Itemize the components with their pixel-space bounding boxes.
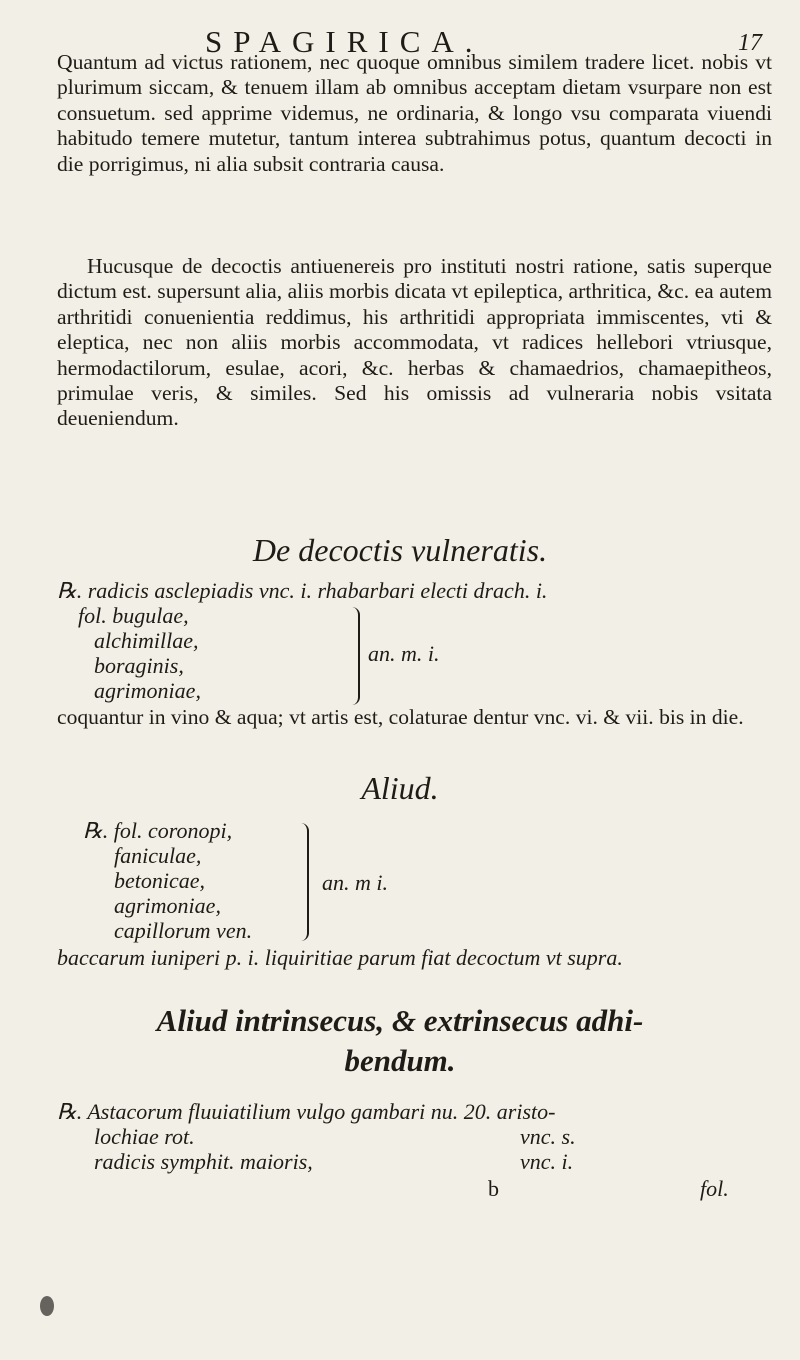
- quantity: vnc. i.: [520, 1149, 574, 1174]
- section-heading-vulneratis: De decoctis vulneratis.: [252, 532, 548, 568]
- recipe-line: ℞. radicis asclepiadis vnc. i. rhabarbari electi drach. i.: [57, 578, 548, 603]
- section-heading-intrinsecus: Aliud intrinsecus, & extrinsecus adhi-: [156, 1003, 644, 1038]
- ingredient: lochiae rot.: [94, 1124, 195, 1149]
- ingredient: radicis symphit. maioris,: [94, 1149, 313, 1174]
- catchword: fol.: [700, 1176, 729, 1201]
- quantity: vnc. s.: [520, 1124, 576, 1149]
- dose-label: an. m i.: [322, 870, 388, 895]
- ingredient: capillorum ven.: [114, 918, 253, 943]
- ingredient: betonicae,: [114, 868, 206, 893]
- instruction-text: coquantur in vino & aqua; vt artis est, colaturae dentur vnc. vi. & vii. bis in die.: [57, 705, 744, 729]
- dose-label: an. m. i.: [368, 641, 440, 666]
- ingredient: agrimoniae,: [114, 893, 221, 918]
- brace: [297, 823, 309, 941]
- paragraph-hucusque: Hucusque de decoctis antiuenereis pro instituti nostri ratione, satis superque dictum est. supersunt alia, aliis morbis dicata vt epileptica, arthritica, &c. ea autem arthritidi conuenientia reddimus, his arthritidi appropriata immiscentes, vti & eleptica, nec non aliis morbis accommodata, vt radices hellebori vtriusque, hermodactilorum, esulae, acori, &c. herbas & chamaedrios, chamaepitheos, primulae veris, & similes. Sed his omissis ad vulneraria nobis vsitata deueniendum.: [57, 254, 772, 431]
- instruction-text: baccarum iuniperi p. i. liquiritiae parum fiat decoctum vt supra.: [57, 945, 623, 970]
- ingredient: fol. bugulae,: [78, 603, 189, 628]
- recipe-line: ℞. Astacorum fluuiatilium vulgo gambari nu. 20. aristo-: [57, 1099, 556, 1124]
- ingredient: boraginis,: [94, 653, 184, 678]
- ingredient: alchimillae,: [94, 628, 199, 653]
- section-heading-aliud: Aliud.: [361, 770, 439, 806]
- running-head: SPAGIRICA.: [205, 24, 484, 59]
- ink-blot: [40, 1296, 54, 1316]
- ingredient: ℞. fol. coronopi,: [83, 818, 233, 843]
- ingredient: agrimoniae,: [94, 678, 201, 703]
- section-heading-continuation: bendum.: [344, 1043, 456, 1078]
- brace: [348, 607, 360, 705]
- page-number: 17: [738, 30, 762, 56]
- paragraph-victus: Quantum ad victus rationem, nec quoque omnibus similem tradere licet. nobis vt plurimum siccam, & tenuem illam ab omnibus acceptam dietam vsurpare non est consuetum. sed apprime videmus, ne ordinaria, & longo vsu comparata viuendi habitudo temere mutetur, tantum interea subtrahimus potus, quantum decocti in die porrigimus, ni alia subsit contraria causa.: [57, 50, 772, 176]
- ingredient: faniculae,: [114, 843, 202, 868]
- signature-mark: b: [488, 1176, 499, 1201]
